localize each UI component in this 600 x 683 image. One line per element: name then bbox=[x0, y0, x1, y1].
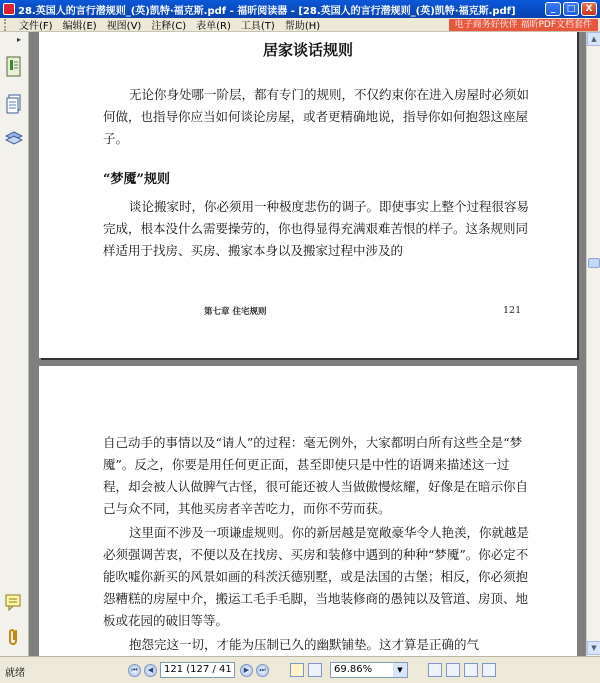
sidebar-collapse-icon[interactable]: ▸ bbox=[17, 35, 22, 44]
paragraph: 谈论搬家时，你必须用一种极度悲伤的调子。即使事实上整个过程很容易完成，根本没什么需要操劳的，你也得显得充满艰难苦恨的样子。这条规则同样适用于找房、买房、搬家本身以及搬家过程中涉及的 bbox=[103, 199, 530, 258]
last-page-icon[interactable]: ⏭ bbox=[256, 664, 269, 677]
menu-tools[interactable]: 工具(T) bbox=[240, 21, 275, 32]
paragraph: 无论你身处哪一阶层，都有专门的规则，不仅约束你在进入房屋时必须如何做，也指导你应当如何谈论房屋，或者更精确地说，指导你如何抱怨这座屋子。 bbox=[103, 87, 530, 146]
zoom-value: 69.86% bbox=[334, 664, 373, 675]
title-bar bbox=[0, 0, 600, 18]
menu-edit[interactable]: 编辑(E) bbox=[62, 21, 97, 32]
continuous-page-icon[interactable] bbox=[446, 663, 460, 677]
page-footer-chapter: 第七章 住宅规则 bbox=[204, 307, 267, 317]
menu-bar bbox=[0, 18, 600, 32]
section-heading: “梦魇”规则 bbox=[103, 172, 170, 187]
paragraph: 这里面不涉及一项谦虚规则。你的新居越是宽敞豪华令人艳羡，你就越是必须强调苦衷，不便以及在找房、买房和装修中遇到的种种“梦魇”。你必定不能吹嘘你新买的风景如画的科茨沃德别墅，或是法国的古堡；相反，你必须抱怨糟糕的房屋中介，搬运工毛手毛脚，当地装修商的愚钝以及管道、房顶、地板或花园的破旧等等。 bbox=[103, 525, 530, 628]
single-page-icon[interactable] bbox=[428, 663, 442, 677]
bookmark-icon[interactable] bbox=[5, 56, 23, 76]
pdf-page-121 bbox=[39, 32, 577, 358]
first-page-icon[interactable]: ⏮ bbox=[128, 664, 141, 677]
menu-view[interactable]: 视图(V) bbox=[106, 21, 142, 32]
window-controls bbox=[545, 2, 597, 16]
forward-icon[interactable] bbox=[308, 663, 322, 677]
paragraph: 抱怨完这一切，才能为压制已久的幽默铺垫。这才算是正确的气 bbox=[129, 637, 480, 652]
status-bar bbox=[0, 656, 600, 683]
scroll-down-icon[interactable]: ▼ bbox=[587, 641, 600, 655]
document-viewport[interactable] bbox=[29, 32, 586, 656]
layers-icon[interactable] bbox=[5, 128, 23, 148]
paragraph: 自己动手的事情以及“请人”的过程：毫无例外，大家都明白所有这些全是“梦魇”。反之，你要是用任何更正面，甚至即使只是中性的语调来描述这一过程，却会被人认做脾气古怪，很可能还被人当做傲慢炫耀，好像是在暗示你自己与众不同，其他买房者辛苦吃力，而你不劳而获。 bbox=[103, 435, 529, 516]
attachment-icon[interactable] bbox=[5, 626, 23, 646]
comments-icon[interactable] bbox=[5, 592, 23, 612]
maximize-button[interactable]: □ bbox=[563, 2, 579, 16]
scroll-thumb[interactable] bbox=[588, 258, 600, 268]
page-number-input[interactable] bbox=[160, 662, 235, 678]
minimize-button[interactable]: _ bbox=[545, 2, 561, 16]
page-total: (127 / 41 bbox=[186, 664, 232, 675]
left-sidebar bbox=[0, 32, 29, 656]
page-footer-number: 121 bbox=[503, 305, 522, 316]
page-title: 居家谈话规则 bbox=[262, 41, 353, 59]
menu-form[interactable]: 表单(R) bbox=[196, 21, 231, 32]
window-title: 28.英国人的言行潜规则_(英)凯特·福克斯.pdf - 福昕阅读器 - [28.英国人的言行潜规则_(英)凯特·福克斯.pdf] bbox=[18, 5, 516, 17]
continuous-facing-icon[interactable] bbox=[482, 663, 496, 677]
status-text: 就绪 bbox=[5, 668, 25, 679]
scroll-up-icon[interactable]: ▲ bbox=[587, 32, 600, 46]
menu-file[interactable]: 文件(F) bbox=[19, 21, 53, 32]
close-button[interactable]: X bbox=[581, 2, 597, 16]
facing-page-icon[interactable] bbox=[464, 663, 478, 677]
app-icon bbox=[3, 3, 15, 15]
menu-help[interactable]: 帮助(H) bbox=[284, 21, 321, 32]
menu-comment[interactable]: 注释(C) bbox=[151, 21, 187, 32]
current-page-value: 121 bbox=[164, 664, 184, 675]
pdf-page-122 bbox=[39, 366, 577, 656]
previous-page-icon[interactable]: ◀ bbox=[144, 664, 157, 677]
toolbar-grip[interactable] bbox=[4, 19, 12, 31]
vertical-scrollbar[interactable] bbox=[586, 32, 600, 656]
chevron-down-icon[interactable]: ▼ bbox=[393, 663, 407, 677]
back-icon[interactable] bbox=[290, 663, 304, 677]
next-page-icon[interactable]: ▶ bbox=[240, 664, 253, 677]
zoom-select[interactable] bbox=[330, 662, 408, 678]
ad-banner[interactable]: 电子商务好伙伴 福昕PDF文档套件 bbox=[449, 19, 598, 31]
pages-icon[interactable] bbox=[5, 94, 23, 114]
